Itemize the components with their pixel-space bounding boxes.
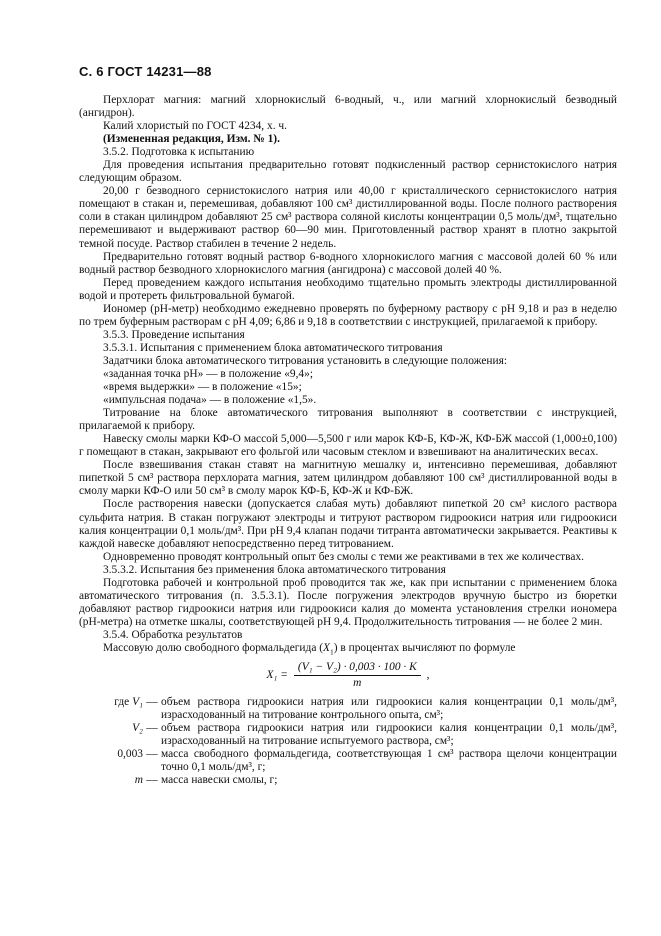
definition-symbol-text: V₂ bbox=[132, 722, 143, 735]
page-header: С. 6 ГОСТ 14231—88 bbox=[79, 64, 212, 79]
paragraph-after-weighing: После взвешивания стакан ставят на магнитную мешалку и, интенсивно перемешивая, добавляют пипеткой 5 см³ раствора перхлората магния, затем цилиндром добавляют 100 см³ дистиллированной воды в смолу марки КФ-О или 50 см³ в смолу марок КФ-Б, КФ-Ж и КФ-БЖ. bbox=[79, 459, 617, 498]
definition-0-003 bbox=[79, 748, 617, 774]
section-heading-3-5-3-1: 3.5.3.1. Испытания с применением блока автоматического титрования bbox=[103, 341, 443, 354]
definition-symbol bbox=[79, 774, 143, 787]
section-heading-3-5-3-2: 3.5.3.2. Испытания без применения блока автоматического титрования bbox=[103, 563, 446, 576]
definition-text: объем раствора гидроокиси натрия или гидроокиси калия концентрации 0,1 моль/дм³, израсходованный на титрование испытуемого раствора, см³; bbox=[161, 722, 617, 748]
setting-hold-time: «время выдержки» — в положение «15»; bbox=[103, 381, 302, 394]
amendment-note: (Измененная редакция, Изм. № 1). bbox=[103, 133, 280, 146]
formula-definitions bbox=[79, 696, 617, 787]
paragraph-magnesium-solution: Предварительно готовят водный раствор 6-водного хлорнокислого магния с массовой долей 60 % или водный раствор безводного хлорнокислого магния (ангидрона) с массовой долей 40 %. bbox=[79, 250, 617, 276]
document-body bbox=[79, 94, 617, 787]
definition-symbol bbox=[79, 748, 143, 774]
formula-fraction bbox=[294, 661, 421, 690]
formula-trailing-comma: , bbox=[426, 669, 430, 682]
formula-intro-subscript: 1 bbox=[330, 647, 334, 657]
definition-symbol bbox=[79, 722, 143, 748]
definition-v2 bbox=[79, 722, 617, 748]
definition-dash: — bbox=[146, 722, 158, 735]
definition-symbol-text: 0,003 bbox=[117, 748, 143, 761]
paragraph-after-dissolution: После растворения навески (допускается слабая муть) добавляют пипеткой 20 см³ кислого раствора сульфита натрия. В стакан погружают электроды и титруют раствором гидроокиси натрия или гидроокиси калия концентрации 0,1 моль/дм³. При pH 9,4 клапан подачи титранта автоматически закрывается. Реактивы к каждой навеске добавляют непосредственно перед титрованием. bbox=[79, 498, 617, 550]
paragraph-manual-titration: Подготовка рабочей и контрольной проб проводится так же, как при испытании с применением блока автоматического титрования (п. 3.5.3.1). После погружения электродов вручную быстро из бюретки добавляют раствор гидроокиси натрия или гидроокиси калия до момента установления стрелки иономера (pH-метра) на отметке шкалы, соответствующей pH 9,4. Продолжительность титрования — не более 2 мин. bbox=[79, 576, 617, 628]
definition-symbol-text: m bbox=[134, 774, 143, 787]
paragraph-formula-intro bbox=[79, 642, 617, 655]
formula-intro-before: Массовую долю свободного формальдегида ( bbox=[103, 641, 324, 654]
setting-ph-point: «заданная точка pH» — в положение «9,4»; bbox=[103, 367, 313, 380]
definition-symbol bbox=[79, 696, 143, 722]
formula-intro-after: ) в процентах вычисляют по формуле bbox=[333, 641, 516, 654]
definition-m bbox=[79, 774, 617, 787]
formula-mass-fraction bbox=[79, 661, 617, 690]
paragraph-sample-weighing: Навеску смолы марки КФ-О массой 5,000—5,500 г или марок КФ-Б, КФ-Ж, КФ-БЖ массой (1,000±0,100) г помещают в стакан, закрывают его фольгой или часовым стеклом и взвешивают на аналитических весах. bbox=[79, 433, 617, 459]
formula-numerator: (V₁ − V₂) · 0,003 · 100 · K bbox=[294, 661, 421, 676]
definition-prefix: где bbox=[114, 696, 130, 709]
paragraph-titration-instruction: Титрование на блоке автоматического титрования выполняют в соответствии с инструкцией, прилагаемой к прибору. bbox=[79, 407, 617, 433]
definition-v1 bbox=[79, 696, 617, 722]
definition-text: масса навески смолы, г; bbox=[161, 774, 278, 787]
definition-text: масса свободного формальдегида, соответствующая 1 см³ раствора щелочи концентрации точно 0,1 моль/дм³, г; bbox=[161, 748, 617, 774]
definition-text: объем раствора гидроокиси натрия или гидроокиси калия концентрации 0,1 моль/дм³, израсходованный на титрование контрольного опыта, см³; bbox=[161, 696, 617, 722]
definition-symbol-text: V₁ bbox=[132, 696, 143, 709]
definition-dash: — bbox=[146, 696, 158, 709]
section-heading-3-5-3: 3.5.3. Проведение испытания bbox=[103, 328, 245, 341]
formula-lhs: X₁ = bbox=[266, 669, 288, 682]
section-heading-3-5-2: 3.5.2. Подготовка к испытанию bbox=[103, 146, 255, 159]
definition-dash: — bbox=[146, 774, 158, 787]
paragraph-settings-intro: Задатчики блока автоматического титрования установить в следующие положения: bbox=[103, 354, 507, 367]
formula-intro-variable: X bbox=[323, 641, 330, 654]
section-heading-3-5-4: 3.5.4. Обработка результатов bbox=[103, 628, 243, 641]
paragraph-potassium-chloride: Калий хлористый по ГОСТ 4234, х. ч. bbox=[103, 120, 287, 133]
paragraph-electrode-rinse: Перед проведением каждого испытания необходимо тщательно промыть электроды дистиллированной водой и протереть фильтровальной бумагой. bbox=[79, 276, 617, 302]
setting-pulse-feed: «импульсная подача» — в положение «1,5». bbox=[103, 394, 317, 407]
paragraph-perchlorate: Перхлорат магния: магний хлорнокислый 6-водный, ч., или магний хлорнокислый безводный (ангидрон). bbox=[79, 94, 617, 120]
paragraph-preparation-intro: Для проведения испытания предварительно готовят подкисленный раствор сернистокислого натрия следующим образом. bbox=[79, 159, 617, 185]
paragraph-ionomer-check: Иономер (pH-метр) необходимо ежедневно проверять по буферному раствору с pH 9,18 и раз в неделю по трем буферным растворам с pH 4,09; 6,86 и 9,18 в соответствии с инструкцией, прилагаемой к прибору. bbox=[79, 302, 617, 328]
definition-dash: — bbox=[146, 748, 158, 761]
paragraph-control-experiment: Одновременно проводят контрольный опыт без смолы с теми же реактивами в тех же количествах. bbox=[103, 550, 584, 563]
formula-denominator: m bbox=[353, 677, 362, 690]
paragraph-sulfite-solution: 20,00 г безводного сернистокислого натрия или 40,00 г кристаллического сернистокислого натрия помещают в стакан и, перемешивая, добавляют 100 см³ дистиллированной воды. После полного растворения соли в стакан цилиндром добавляют 25 см³ раствора соляной кислоты концентрации 0,5 моль/дм³, тщательно перемешивают и выдерживают раствор 60—90 мин. Приготовленный раствор хранят в плотно закрытой темной посуде. Раствор стабилен в течение 2 недель. bbox=[79, 185, 617, 250]
